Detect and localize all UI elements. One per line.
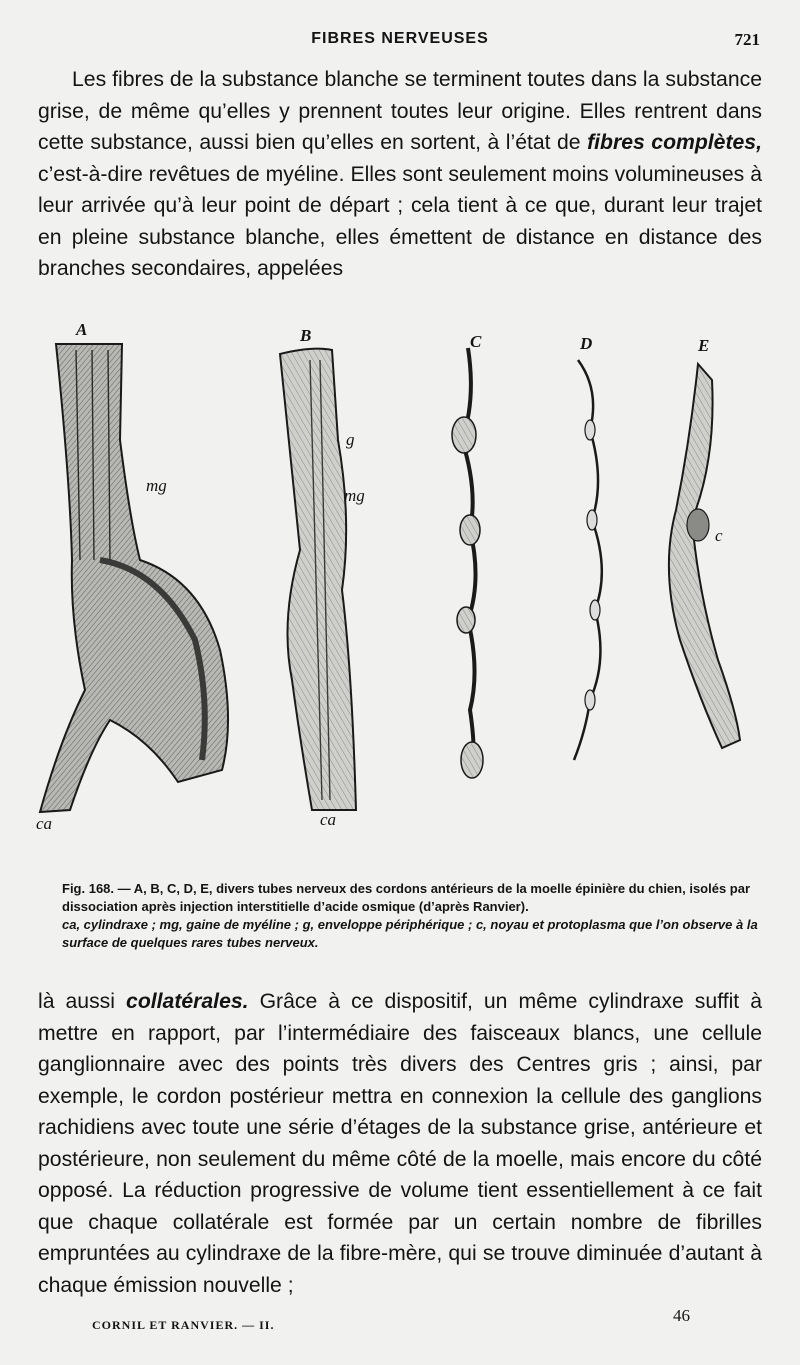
label-d: D xyxy=(580,334,593,353)
label-e: E xyxy=(698,336,710,355)
label-mg-b: mg xyxy=(344,486,365,505)
label-ca-a: ca xyxy=(36,814,53,833)
label-a: A xyxy=(76,320,88,339)
paragraph-2-text-b: Grâce à ce dispositif, un même cylindraxe suffit à mettre en rapport, par l’intermédiaire des faisceaux blancs, une cellule ganglionnaire avec des points très divers des Centres gris ; ainsi, par exemple, le cordon postérieur mettra en connexion la cellule des ganglions rachidiens avec toute une série d’étages de la substance grise, antérieure et postérieure, non seulement du même côté de la moelle, mais encore du côté opposé. La réduction progressive de volume tient essentiellement à ce fait que chaque collatérale est formée par un certain nombre de fibrilles empruntées au cylindraxe de la fibre-mère, qui se trouve diminuée d’autant à chaque émission nouvelle ; xyxy=(38,990,762,1297)
paragraph-2-text-a: là aussi xyxy=(38,990,127,1013)
footer-signature: 46 xyxy=(673,1306,690,1325)
fibre-e xyxy=(669,364,740,748)
running-head xyxy=(40,30,760,54)
label-b: B xyxy=(300,326,312,345)
paragraph-1-text-b: c’est-à-dire revêtues de myéline. Elles sont seulement moins volumineuses à leur arrivée qu’à leur point de départ ; cela tient à ce que, durant leur trajet en pleine substance blanche, elles émettent de distance en distance des branches secondaires, appelées xyxy=(38,162,762,280)
footer-author: CORNIL ET RANVIER. — II. xyxy=(92,1318,275,1332)
fibre-a xyxy=(40,344,228,812)
running-title: FIBRES NERVEUSES xyxy=(311,30,489,47)
label-c: C xyxy=(470,332,482,351)
label-mg-a: mg xyxy=(146,476,167,495)
caption-line-2: ca, cylindraxe ; mg, gaine de myéline ; g, enveloppe périphérique ; c, noyau et protoplasma que l’on observe à la surface de quelques rares tubes nerveux. xyxy=(62,917,758,950)
paragraph-2-italic: collatérales. xyxy=(126,990,249,1013)
fibre-c xyxy=(452,348,483,778)
fibre-d xyxy=(574,360,602,760)
paragraph-1 xyxy=(38,64,762,285)
caption-prefix: Fig. 168. — A, B, C, D, E, xyxy=(62,881,213,896)
fibre-b xyxy=(280,349,356,810)
figure-168 xyxy=(30,320,770,850)
page-number: 721 xyxy=(734,30,760,49)
figure-caption xyxy=(38,880,762,952)
paragraph-2 xyxy=(38,986,762,1301)
label-c-nucleus: c xyxy=(715,526,723,545)
label-g: g xyxy=(346,430,355,449)
nerve-fibres-illustration xyxy=(30,320,770,850)
label-ca-b: ca xyxy=(320,810,337,829)
paragraph-1-text-a: Les fibres de la substance blanche se terminent toutes dans la substance grise, de même qu’elles y prennent toutes leur origine. Elles rentrent dans cette substance, aussi bien qu’elles en sortent, à l’état de xyxy=(38,68,762,154)
paragraph-1-italic: fibres complètes, xyxy=(587,131,762,154)
caption-line-1: divers tubes nerveux des cordons antérieurs de la moelle épinière du chien, isolés par dissociation après injection interstitielle d’acide osmique (d’après Ranvier). xyxy=(62,881,751,914)
